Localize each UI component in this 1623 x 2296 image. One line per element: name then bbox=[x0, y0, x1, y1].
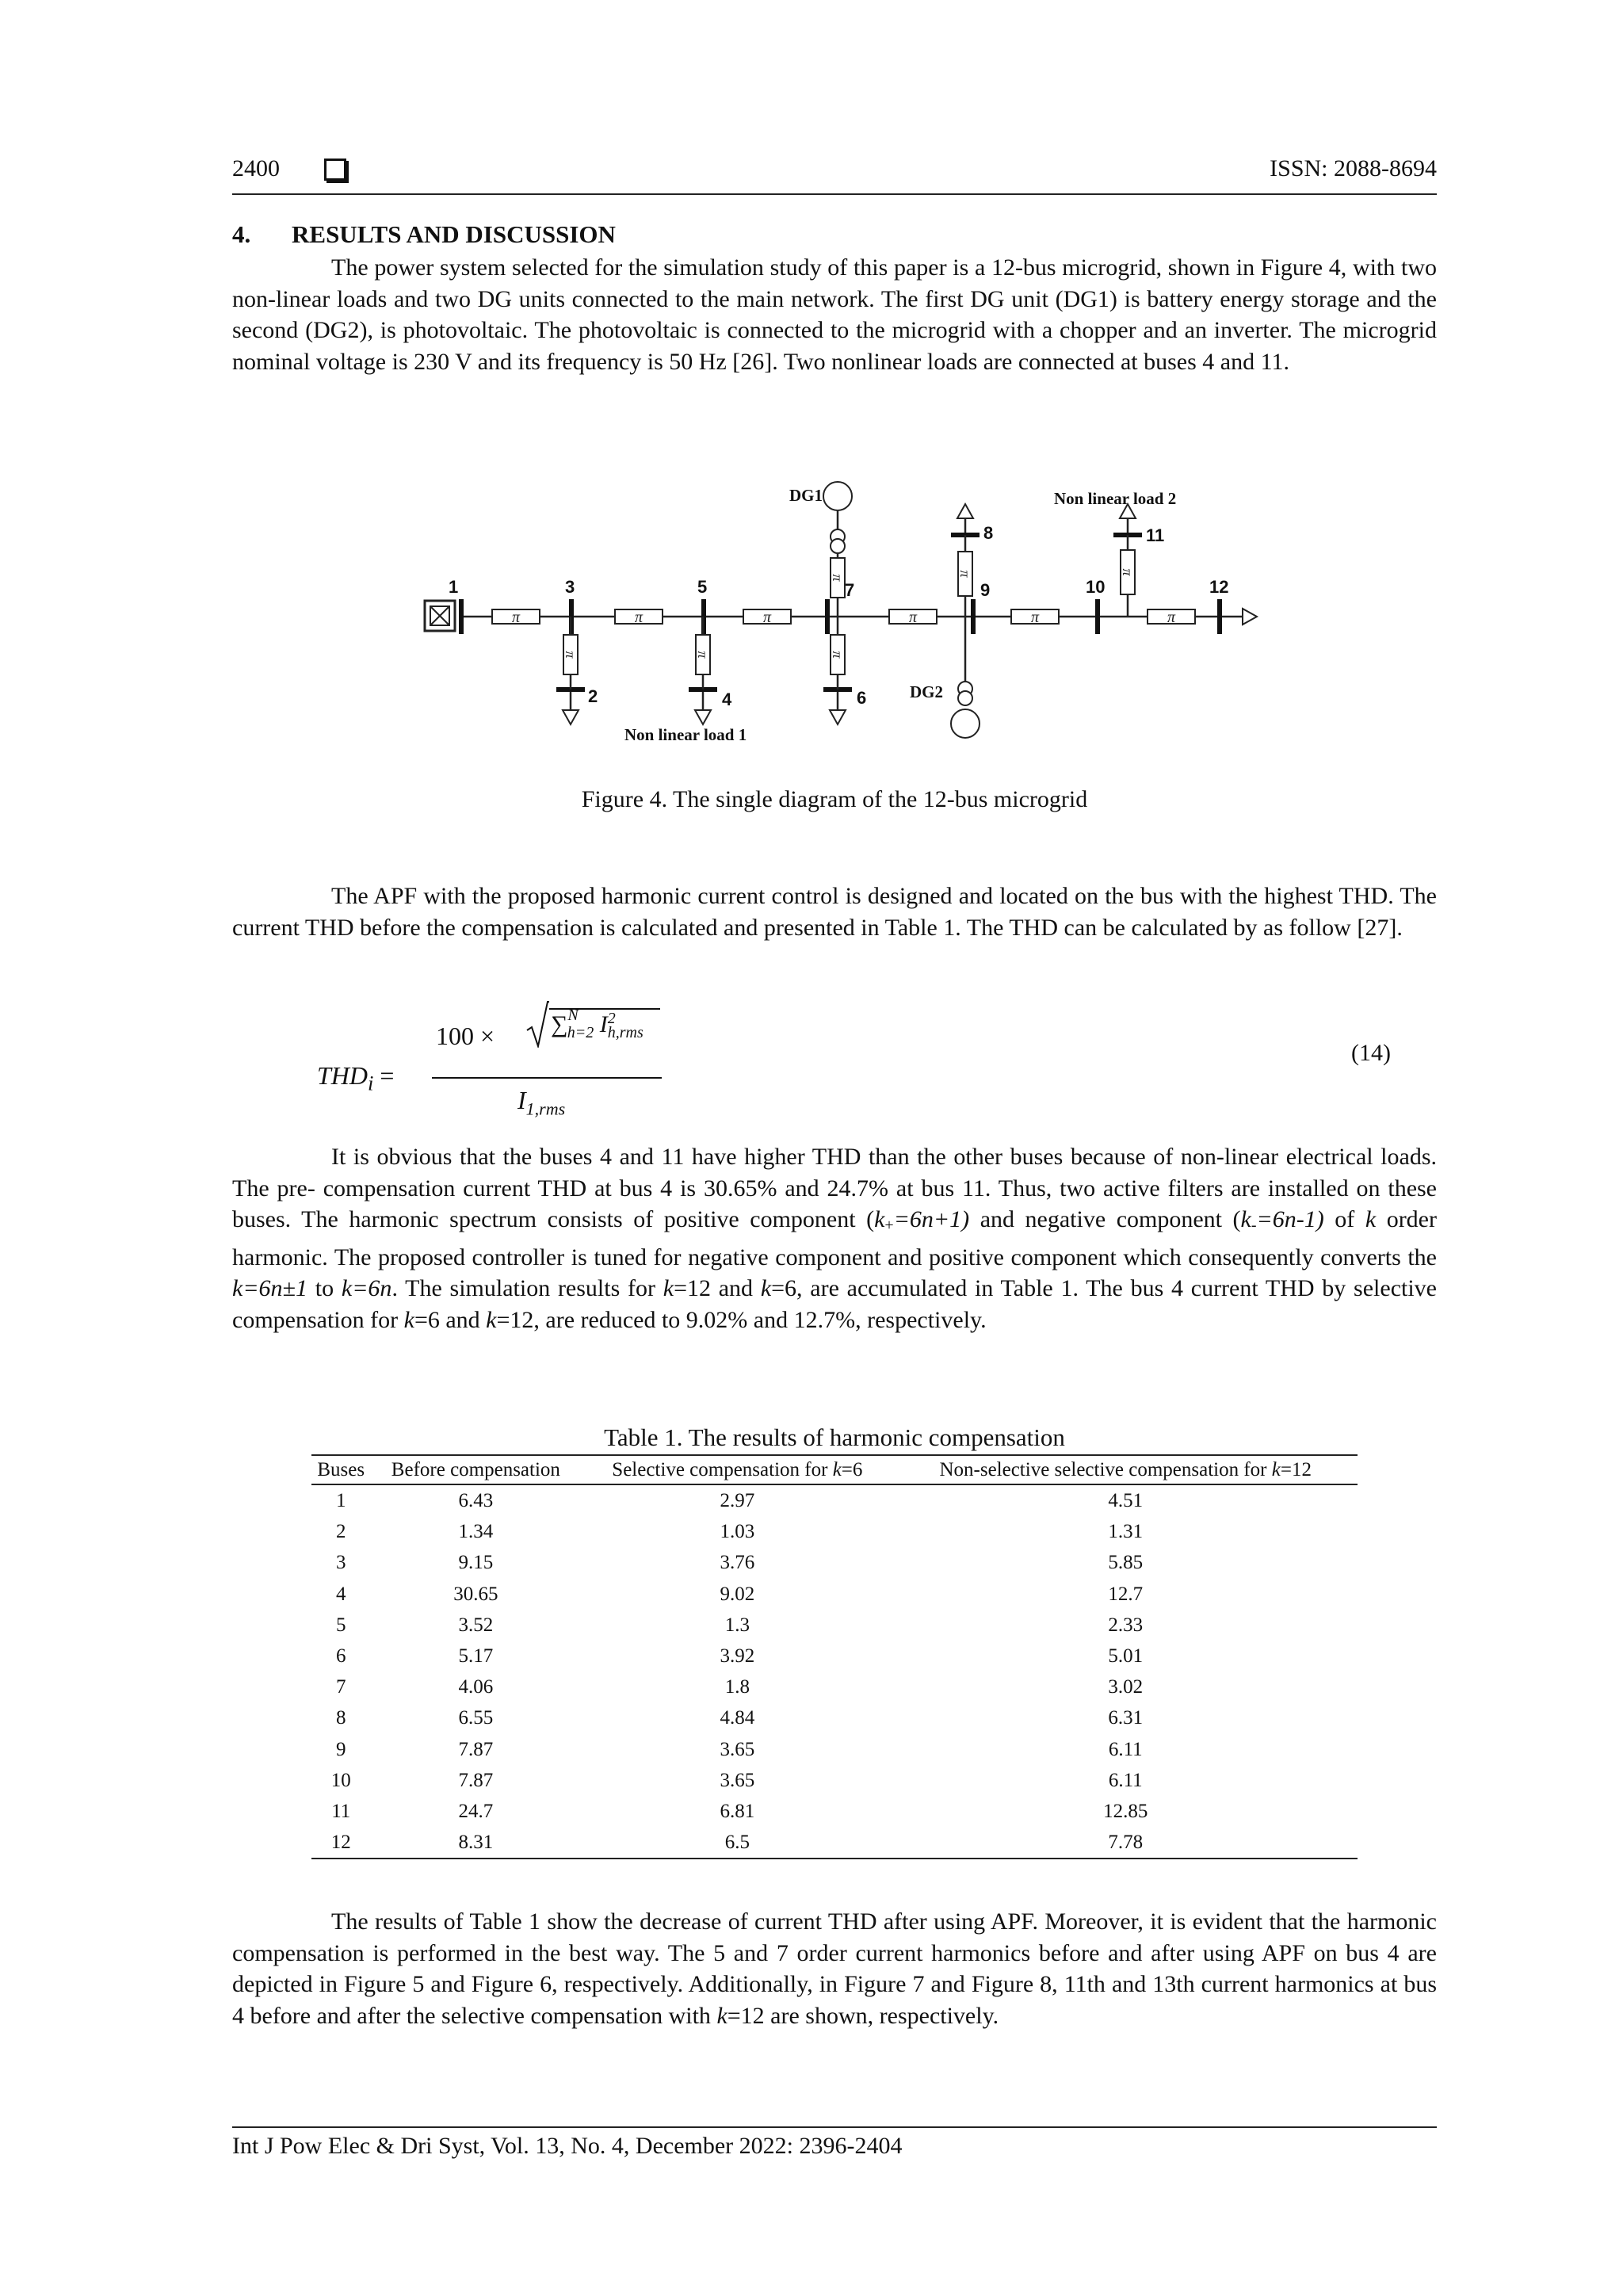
equation-numerator: 100 × bbox=[436, 1022, 495, 1050]
table-row: 7 4.06 1.8 3.02 bbox=[335, 1676, 1144, 1698]
pi-label: π bbox=[830, 574, 846, 582]
equation-denominator: $I_{1,rms}$ bbox=[517, 1086, 566, 1119]
dg2-label: DG2 bbox=[910, 682, 943, 701]
bus-label-8: 8 bbox=[983, 523, 994, 543]
equation-radicand: ∑$^N_{h=2}$ $I^2_{h,rms}$ bbox=[551, 1007, 643, 1041]
load-arrow-icon bbox=[830, 710, 846, 724]
figure-caption: Figure 4. The single diagram of the 12-bus microgrid bbox=[581, 786, 1088, 812]
sqrt-icon bbox=[525, 1000, 549, 1048]
table-caption: Table 1. The results of harmonic compensation bbox=[604, 1423, 1065, 1451]
nonlinear-load-1-label: Non linear load 1 bbox=[624, 725, 747, 744]
section-heading bbox=[232, 220, 616, 249]
bus-10-bar bbox=[1095, 599, 1100, 634]
bus-label-3: 3 bbox=[565, 577, 575, 597]
table-row: 2 1.34 1.03 1.31 bbox=[335, 1521, 1144, 1543]
results-table bbox=[311, 1454, 1358, 1859]
section-title: RESULTS AND DISCUSSION bbox=[292, 220, 616, 248]
pi-label: π bbox=[1120, 568, 1136, 576]
bus-9-bar bbox=[971, 599, 976, 634]
paragraph-2: The APF with the proposed harmonic current control is designed and located on the bus with the highest THD. The current THD before the compensation is calculated and presented in Table 1. The THD can be calculated by as follow [27]. bbox=[232, 883, 1437, 941]
bus-label-1: 1 bbox=[449, 577, 459, 597]
pi-label: π bbox=[563, 651, 579, 659]
col-selective: Selective compensation for k=6 bbox=[581, 1455, 893, 1484]
pi-label: π bbox=[908, 609, 918, 626]
bus-label-6: 6 bbox=[857, 688, 867, 708]
page-footer: Int J Pow Elec & Dri Syst, Vol. 13, No. 4, December 2022: 2396-2404 bbox=[232, 2126, 1437, 2160]
load-arrow-icon bbox=[695, 710, 711, 724]
bus-label-4: 4 bbox=[722, 690, 732, 709]
page-number: 2400 bbox=[232, 155, 280, 181]
col-non-selective: Non-selective selective compensation for k=12 bbox=[893, 1455, 1358, 1484]
table-row: 3 9.15 3.76 5.85 bbox=[335, 1552, 1144, 1574]
table-row: 10 7.87 3.65 6.11 bbox=[330, 1769, 1143, 1791]
bus-12-bar bbox=[1217, 599, 1222, 634]
load-arrow-icon bbox=[563, 710, 579, 724]
col-before: Before compensation bbox=[370, 1455, 581, 1484]
bus-label-2: 2 bbox=[588, 686, 598, 706]
table-row: 6 5.17 3.92 5.01 bbox=[335, 1645, 1144, 1668]
page-header bbox=[232, 155, 1437, 195]
fraction-bar bbox=[432, 1077, 662, 1079]
square-bullet-icon bbox=[324, 159, 346, 181]
table-row: 1 6.43 2.97 4.51 bbox=[335, 1490, 1144, 1511]
dg1-source-icon bbox=[823, 482, 852, 510]
table-row: 9 7.87 3.65 6.11 bbox=[335, 1738, 1143, 1760]
microgrid-svg bbox=[411, 472, 1266, 758]
col-buses: Buses bbox=[311, 1455, 370, 1484]
pi-label: π bbox=[634, 609, 643, 626]
table-row: 4 30.65 9.02 12.7 bbox=[335, 1583, 1144, 1605]
pi-label: π bbox=[957, 570, 973, 578]
bus-label-10: 10 bbox=[1086, 577, 1106, 597]
bus-label-11: 11 bbox=[1146, 525, 1165, 545]
bus-label-9: 9 bbox=[980, 580, 991, 600]
pi-label: π bbox=[762, 609, 772, 626]
pi-label: π bbox=[695, 651, 711, 659]
load-arrow-icon bbox=[957, 504, 973, 518]
table-header-row bbox=[311, 1455, 1358, 1484]
bus-label-12: 12 bbox=[1209, 577, 1229, 597]
paragraph-3: It is obvious that the buses 4 and 11 have higher THD than the other buses because of non-linear electrical loads. The pre- compensation current THD at bus 4 is 30.65% and 24.7% at bus 11. Thus, two active filters are installed on these buses. The harmonic spectrum consists of positive component (k+=6n+1) and negative component (k-=6n-1) of k order harmonic. The proposed controller is tuned for negative component and positive component which consequently converts the k=6n±1 to k=6n. The simulation results for k=12 and k=6, are accumulated in Table 1. The bus 4 current THD by selective compensation for k=6 and k=12, are reduced to 9.02% and 12.7%, respectively. bbox=[232, 1144, 1437, 1333]
microgrid-diagram bbox=[411, 472, 1266, 758]
bus-1-bar bbox=[459, 599, 464, 634]
pi-label: π bbox=[830, 651, 846, 659]
dg1-label: DG1 bbox=[789, 486, 823, 505]
table-row: 11 24.7 6.81 12.85 bbox=[331, 1801, 1148, 1823]
pi-label: π bbox=[1030, 609, 1040, 626]
section-number: 4. bbox=[232, 220, 251, 248]
bus-label-7: 7 bbox=[845, 580, 855, 600]
load-arrow-icon bbox=[1243, 609, 1257, 625]
bus-7-bar bbox=[825, 599, 830, 634]
equation-number: (14) bbox=[1351, 1040, 1391, 1066]
paragraph-4: The results of Table 1 show the decrease of current THD after using APF. Moreover, it is evident that the harmonic compensation is performed in the best way. The 5 and 7 order current harmonics before and after using APF on bus 4 are depicted in Figure 5 and Figure 6, respectively. Additionally, in Figure 7 and Figure 8, 11th and 13th current harmonics at bus 4 before and after the selective compensation with k=12 are shown, respectively. bbox=[232, 1908, 1437, 2029]
pi-label: π bbox=[1167, 609, 1176, 626]
equation-lhs: $THD_i$ = bbox=[317, 1061, 395, 1095]
paragraph-1: The power system selected for the simulation study of this paper is a 12-bus microgrid, shown in Figure 4, with two non-linear loads and two DG units connected to the main network. The first DG unit (DG1) is battery energy storage and the second (DG2), is photovoltaic. The photovoltaic is connected to the microgrid with a chopper and an inverter. The microgrid nominal voltage is 230 V and its frequency is 50 Hz [26]. Two nonlinear loads are connected at buses 4 and 11. bbox=[232, 254, 1437, 375]
table-row: 12 8.31 6.5 7.78 bbox=[311, 1827, 1358, 1859]
pi-label: π bbox=[511, 609, 521, 626]
equation-14 bbox=[317, 1000, 1426, 1127]
issn: ISSN: 2088-8694 bbox=[1270, 155, 1437, 181]
table-row: 8 6.55 4.84 6.31 bbox=[335, 1707, 1144, 1729]
nonlinear-load-2-label: Non linear load 2 bbox=[1054, 489, 1177, 508]
bus-label-5: 5 bbox=[697, 577, 708, 597]
table-row: 5 3.52 1.3 2.33 bbox=[335, 1614, 1144, 1636]
dg2-source-icon bbox=[951, 709, 980, 738]
